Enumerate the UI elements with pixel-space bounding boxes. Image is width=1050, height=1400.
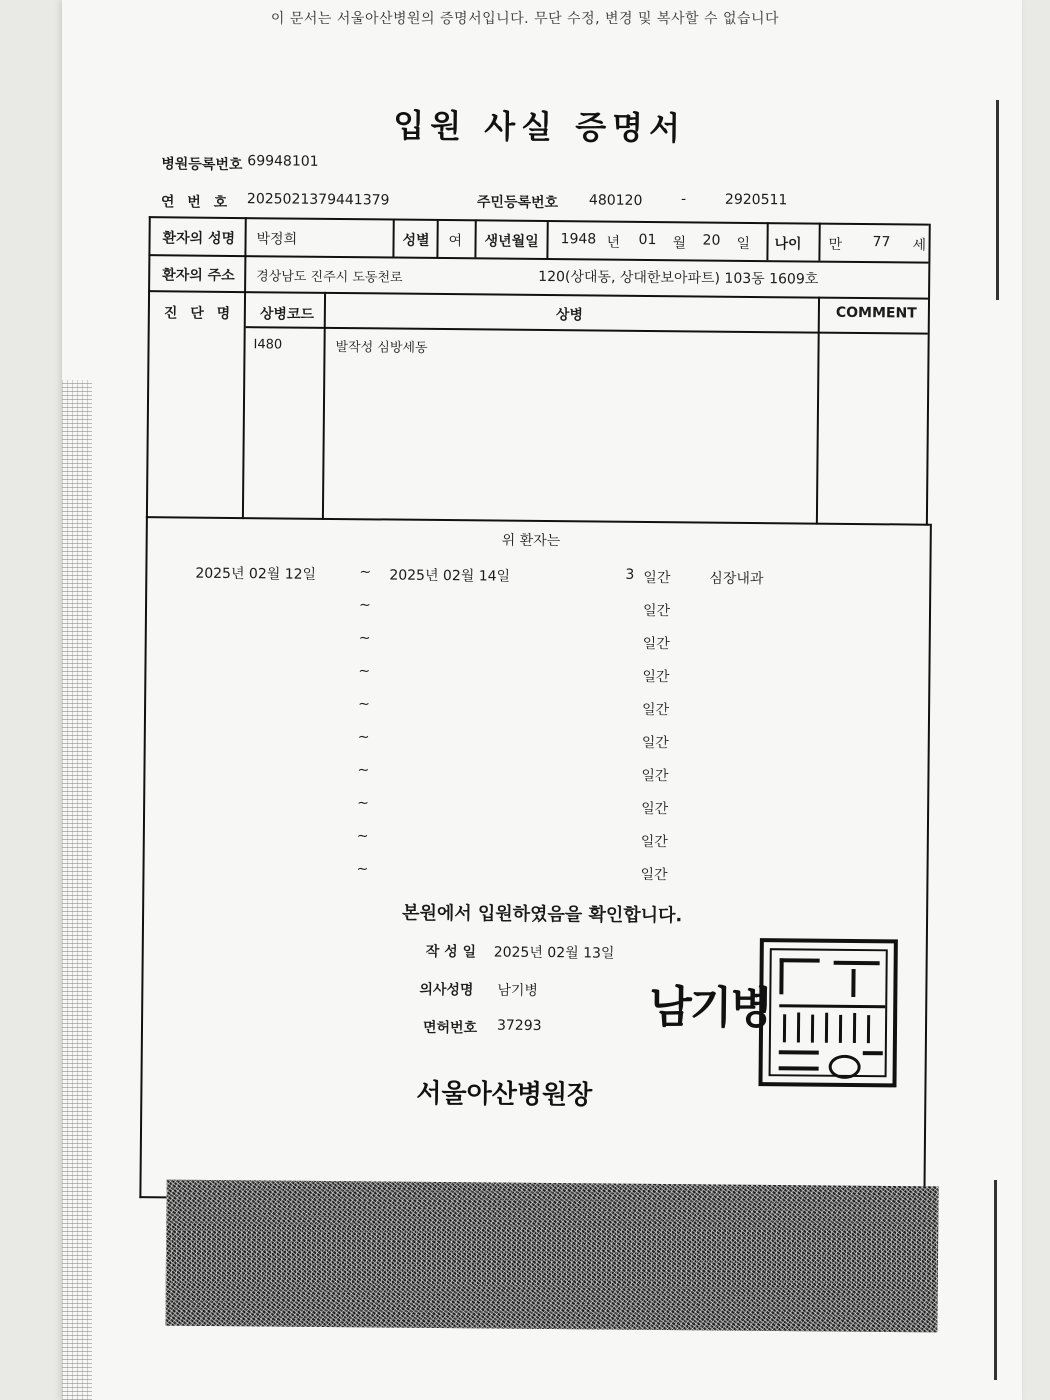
diagnosis-name: 발작성 심방세동 (335, 339, 428, 356)
age-prefix: 만 (828, 236, 843, 253)
serial-label: 연 번 호 (160, 194, 232, 211)
serial-value: 2025021379441379 (246, 191, 390, 209)
empty-row-tilde: ~ (358, 630, 371, 647)
empty-row-days-unit: 일간 (641, 701, 670, 719)
empty-row-tilde: ~ (356, 828, 369, 845)
sex-label: 성별 (402, 232, 430, 249)
dob-year-unit: 년 (606, 234, 621, 251)
resident-id-dash: - (680, 191, 687, 208)
issue-date-label: 작 성 일 (425, 943, 477, 961)
dob-month: 01 (638, 231, 657, 249)
registration-value: 69948101 (247, 153, 319, 170)
days-unit: 일간 (643, 569, 671, 587)
certificate-form (119, 90, 970, 1208)
table-line (148, 290, 928, 299)
dob-day: 20 (702, 232, 721, 249)
patient-name: 박정희 (256, 231, 298, 248)
hospital-director: 서울아산병원장 (416, 1078, 593, 1111)
diagnosis-code: I480 (253, 337, 283, 353)
empty-row-days-unit: 일간 (642, 602, 671, 620)
redacted-barcode-area (165, 1180, 938, 1333)
dob-day-unit: 일 (736, 235, 751, 252)
empty-row-days-unit: 일간 (642, 668, 670, 686)
empty-row-tilde: ~ (357, 762, 370, 779)
empty-row-tilde: ~ (358, 696, 370, 713)
table-line (766, 222, 768, 260)
empty-row-days-unit: 일간 (641, 800, 669, 818)
diagnosis-name-header: 상병 (555, 307, 583, 324)
department: 심장내과 (709, 570, 764, 588)
table-line (146, 216, 151, 518)
issue-date: 2025년 02월 13일 (493, 944, 615, 962)
sex-value: 여 (448, 233, 463, 250)
registration-label: 병원등록번호 (161, 156, 243, 174)
empty-row-tilde: ~ (358, 663, 371, 680)
doctor-signature: 남기병 (648, 982, 771, 1035)
table-line (474, 219, 476, 257)
address-line-2: 120(상대동, 상대한보아파트) 103동 1609호 (538, 268, 819, 288)
admission-end-date: 2025년 02월 14일 (389, 567, 511, 585)
document-title: 입원 사실 증명서 (393, 106, 687, 148)
doctor-name: 남기병 (497, 982, 539, 999)
empty-row-days-unit: 일간 (641, 734, 669, 752)
admission-days: 3 (625, 566, 635, 583)
table-line (149, 216, 929, 225)
dob-label: 생년월일 (484, 233, 539, 250)
confirmation-statement: 본원에서 입원하였음을 확인합니다. (402, 902, 683, 927)
resident-id-back: 2920511 (724, 191, 788, 209)
empty-row-days-unit: 일간 (641, 767, 669, 785)
table-line (146, 516, 930, 526)
table-line (246, 326, 928, 335)
table-line (436, 219, 438, 257)
patient-name-label: 환자의 성명 (162, 230, 236, 248)
age-label: 나이 (774, 236, 802, 253)
dob-year: 1948 (560, 231, 597, 248)
table-line (926, 224, 931, 526)
empty-row-days-unit: 일간 (642, 635, 670, 653)
admission-tilde: ~ (359, 564, 372, 581)
empty-row-tilde: ~ (357, 795, 369, 812)
empty-row-days-unit: 일간 (640, 866, 668, 884)
age-unit: 세 (912, 237, 927, 254)
address-line-1: 경상남도 진주시 도동천로 (256, 269, 403, 286)
scan-edge-noise (62, 380, 92, 1400)
table-line (923, 524, 932, 1206)
admission-start-date: 2025년 02월 12일 (195, 565, 317, 583)
table-line (242, 217, 247, 519)
hospital-seal (758, 938, 897, 1087)
table-line (392, 219, 394, 257)
table-line (148, 254, 928, 263)
empty-row-tilde: ~ (357, 729, 370, 746)
resident-id-label: 주민등록번호 (476, 194, 559, 212)
scan-edge-line (994, 1180, 997, 1380)
doctor-label: 의사성명 (419, 981, 474, 999)
address-label: 환자의 주소 (162, 267, 235, 285)
table-line (139, 516, 148, 1198)
dob-month-unit: 월 (672, 235, 687, 252)
table-line (546, 220, 548, 258)
diagnosis-code-header: 상병코드 (259, 306, 315, 323)
admission-intro: 위 환자는 (501, 532, 561, 550)
age-value: 77 (872, 234, 891, 251)
empty-row-days-unit: 일간 (640, 833, 668, 851)
license-label: 면허번호 (422, 1019, 478, 1037)
resident-id-front: 480120 (588, 192, 643, 209)
empty-row-tilde: ~ (358, 597, 371, 614)
comment-header: COMMENT (835, 304, 917, 322)
table-line (818, 223, 820, 261)
diagnosis-label: 진 단 명 (163, 305, 235, 323)
scan-edge-line (996, 100, 999, 300)
empty-row-tilde: ~ (356, 861, 369, 878)
watermark-notice: 이 문서는 서울아산병원의 증명서입니다. 무단 수정, 변경 및 복사할 수 없습니다 (270, 11, 780, 27)
license-number: 37293 (496, 1017, 542, 1034)
